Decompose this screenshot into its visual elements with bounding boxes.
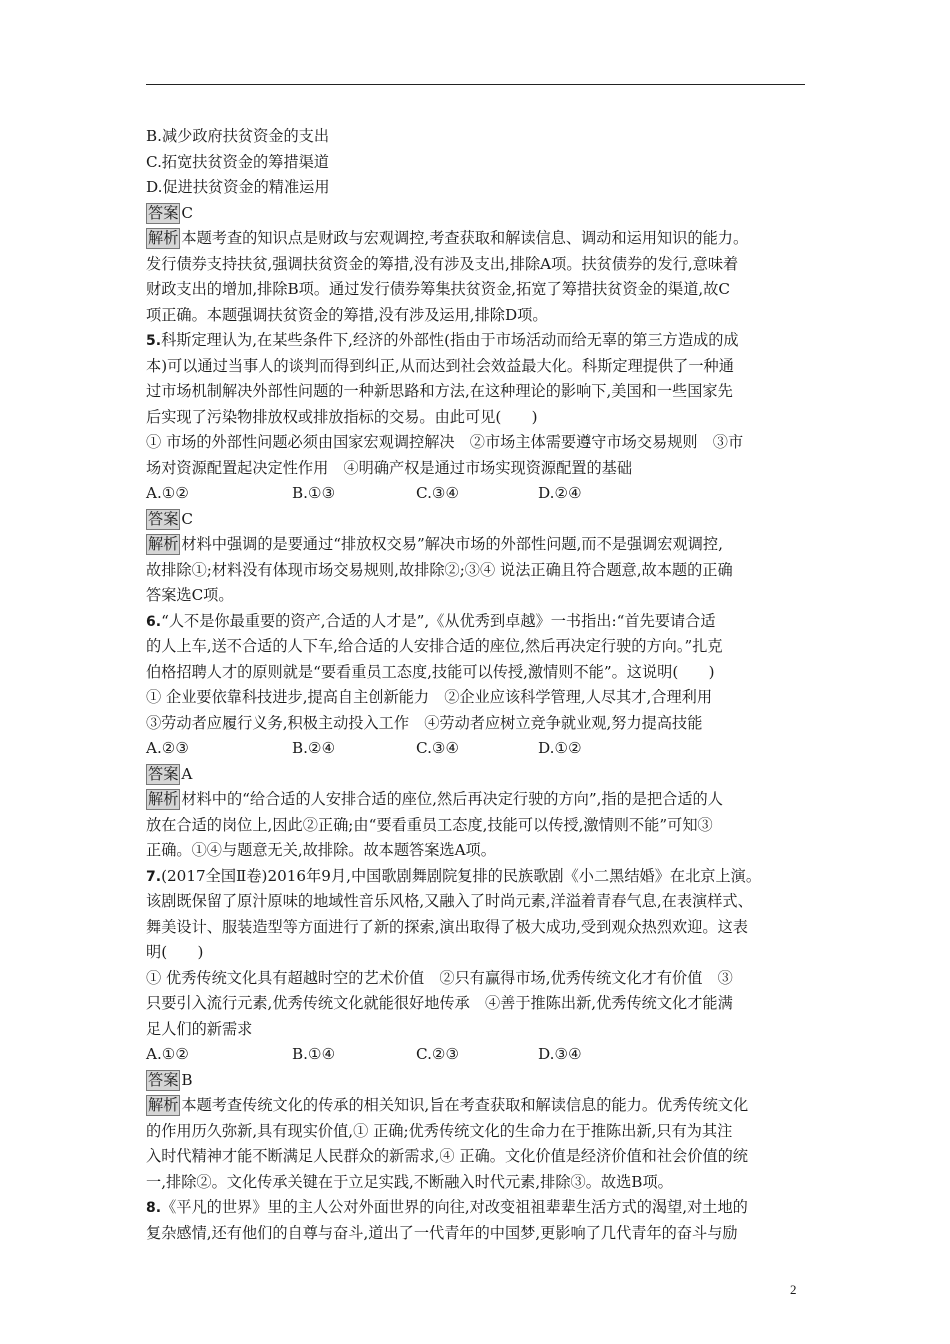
choice-c: C.②③	[416, 1045, 460, 1063]
answer-tag: 答案	[148, 203, 179, 222]
question-number: 8.	[146, 1200, 162, 1216]
stem-text: 舞美设计、服装造型等方面进行了新的探索,演出取得了极大成功,受到观众热烈欢迎。这表	[146, 917, 748, 936]
analysis-tag: 解析	[148, 790, 179, 808]
statements: 场对资源配置起决定性作用 ④明确产权是通过市场实现资源配置的基础	[146, 458, 632, 477]
analysis-text: 放在合适的岗位上,因此②正确;由“要看重员工态度,技能可以传授,激情则不能”可知③	[146, 815, 713, 834]
statements: 只要引入流行元素,优秀传统文化就能很好地传承 ④善于推陈出新,优秀传统文化才能满	[146, 994, 733, 1012]
question-stem	[146, 1195, 810, 1221]
analysis-line	[146, 1093, 810, 1119]
choice-row	[146, 736, 810, 762]
analysis-line	[146, 226, 810, 252]
choice-b: B.②④	[292, 739, 336, 757]
question-number: 6.	[146, 613, 162, 630]
question-6	[146, 609, 810, 864]
page-content	[146, 124, 810, 1246]
analysis-text: 正确。①④与题意无关,故排除。故本题答案选A项。	[146, 841, 496, 859]
stem-text: 过市场机制解决外部性问题的一种新思路和方法,在这种理论的影响下,美国和一些国家先	[146, 382, 733, 400]
choice-a: A.②③	[146, 739, 190, 757]
statements: 足人们的新需求	[146, 1019, 253, 1038]
stem-text: 伯格招聘人才的原则就是“要看重员工态度,技能可以传授,激情则不能”。这说明( )	[146, 662, 715, 681]
analysis-tag: 解析	[148, 535, 179, 553]
question-5	[146, 328, 810, 609]
stem-text: 明( )	[146, 943, 204, 961]
stem-text: 本)可以通过当事人的谈判而得到纠正,从而达到社会效益最大化。科斯定理提供了一种通	[146, 356, 734, 375]
choice-a: A.①②	[146, 484, 190, 502]
answer-line	[146, 507, 810, 533]
analysis-text: 本题考查传统文化的传承的相关知识,旨在考查获取和解读信息的能力。优秀传统文化	[181, 1096, 749, 1114]
answer-line	[146, 762, 810, 788]
prev-question	[146, 124, 810, 328]
answer-value: A	[181, 764, 193, 783]
question-number: 5.	[146, 333, 162, 349]
analysis-line	[146, 532, 810, 558]
statements: ③劳动者应履行义务,积极主动投入工作 ④劳动者应树立竞争就业观,努力提高技能	[146, 713, 703, 732]
stem-text: 科斯定理认为,在某些条件下,经济的外部性(指由于市场活动而给无辜的第三方造成的成	[161, 331, 739, 349]
answer-line	[146, 201, 810, 227]
question-7	[146, 864, 810, 1196]
choice-a: A.①②	[146, 1045, 190, 1063]
analysis-tag: 解析	[148, 1096, 179, 1114]
choice-b: B.①④	[292, 1045, 336, 1063]
header-rule	[146, 84, 805, 85]
choice-row	[146, 481, 810, 507]
question-8	[146, 1195, 810, 1246]
analysis-text: 的作用历久弥新,具有现实价值,① 正确;优秀传统文化的生命力在于推陈出新,只有为其注	[146, 1121, 733, 1140]
analysis-text: 答案选C项。	[146, 586, 234, 604]
statements: ① 市场的外部性问题必须由国家宏观调控解决 ②市场主体需要遵守市场交易规则 ③市	[146, 433, 744, 451]
choice-d: D.③④	[538, 1045, 582, 1063]
stem-text: 该剧既保留了原汁原味的地域性音乐风格,又融入了时尚元素,洋溢着青春气息,在表演样式、	[146, 892, 753, 910]
question-stem	[146, 864, 810, 890]
answer-value: C	[181, 509, 193, 528]
analysis-text: 入时代精神才能不断满足人民群众的新需求,④ 正确。文化价值是经济价值和社会价值的统	[146, 1147, 748, 1165]
choice-d: D.②④	[538, 484, 582, 502]
answer-value: B	[181, 1070, 193, 1089]
option-d: D.促进扶贫资金的精准运用	[146, 178, 330, 196]
analysis-text: 故排除①;材料没有体现市场交易规则,故排除②;③④ 说法正确且符合题意,故本题的正确	[146, 560, 733, 579]
stem-text: 复杂感情,还有他们的自尊与奋斗,道出了一代青年的中国梦,更影响了几代青年的奋斗与励	[146, 1223, 738, 1242]
option-c: C.拓宽扶贫资金的筹措渠道	[146, 152, 329, 171]
answer-tag: 答案	[148, 1070, 179, 1089]
analysis-text: 材料中强调的是要通过“排放权交易”解决市场的外部性问题,而不是强调宏观调控,	[181, 535, 723, 553]
choice-row	[146, 1042, 810, 1068]
analysis-text: 材料中的“给合适的人安排合适的座位,然后再决定行驶的方向”,指的是把合适的人	[181, 790, 723, 808]
option-b: B.减少政府扶贫资金的支出	[146, 127, 330, 145]
analysis-text: 财政支出的增加,排除B项。通过发行债券筹集扶贫资金,拓宽了筹措扶贫资金的渠道,故C	[146, 280, 731, 298]
stem-text: 《平凡的世界》里的主人公对外面世界的向往,对改变祖祖辈辈生活方式的渴望,对土地的	[161, 1198, 748, 1216]
stem-text: (2017全国Ⅱ卷)2016年9月,中国歌剧舞剧院复排的民族歌剧《小二黑结婚》在北京上演。	[161, 866, 762, 885]
choice-c: C.③④	[416, 739, 460, 757]
choice-d: D.①②	[538, 739, 582, 757]
analysis-text: 项正确。本题强调扶贫资金的筹措,没有涉及运用,排除D项。	[146, 305, 548, 324]
statements: ① 优秀传统文化具有超越时空的艺术价值 ②只有赢得市场,优秀传统文化才有价值 ③	[146, 968, 733, 987]
analysis-text: 一,排除②。文化传承关键在于立足实践,不断融入时代元素,排除③。故选B项。	[146, 1172, 673, 1191]
answer-value: C	[181, 203, 193, 222]
analysis-text: 发行债券支持扶贫,强调扶贫资金的筹措,没有涉及支出,排除A项。扶贫债券的发行,意味着	[146, 254, 739, 273]
analysis-tag: 解析	[148, 229, 179, 247]
stem-text: 的人上车,送不合适的人下车,给合适的人安排合适的座位,然后再决定行驶的方向。”扎克	[146, 637, 723, 655]
question-stem	[146, 609, 810, 635]
statements: ① 企业要依靠科技进步,提高自主创新能力 ②企业应该科学管理,人尽其才,合理利用	[146, 688, 713, 706]
question-stem	[146, 328, 810, 354]
answer-tag: 答案	[148, 764, 179, 783]
choice-c: C.③④	[416, 484, 460, 502]
analysis-text: 本题考查的知识点是财政与宏观调控,考查获取和解读信息、调动和运用知识的能力。	[181, 229, 749, 247]
answer-tag: 答案	[148, 509, 179, 528]
stem-text: 后实现了污染物排放权或排放指标的交易。由此可见( )	[146, 407, 538, 426]
answer-line	[146, 1068, 810, 1094]
choice-b: B.①③	[292, 484, 336, 502]
stem-text: “人不是你最重要的资产,合适的人才是”,《从优秀到卓越》一书指出:“首先要请合适	[161, 611, 716, 630]
analysis-line	[146, 787, 810, 813]
question-number: 7.	[146, 868, 162, 885]
page-number: 2	[790, 1282, 797, 1297]
